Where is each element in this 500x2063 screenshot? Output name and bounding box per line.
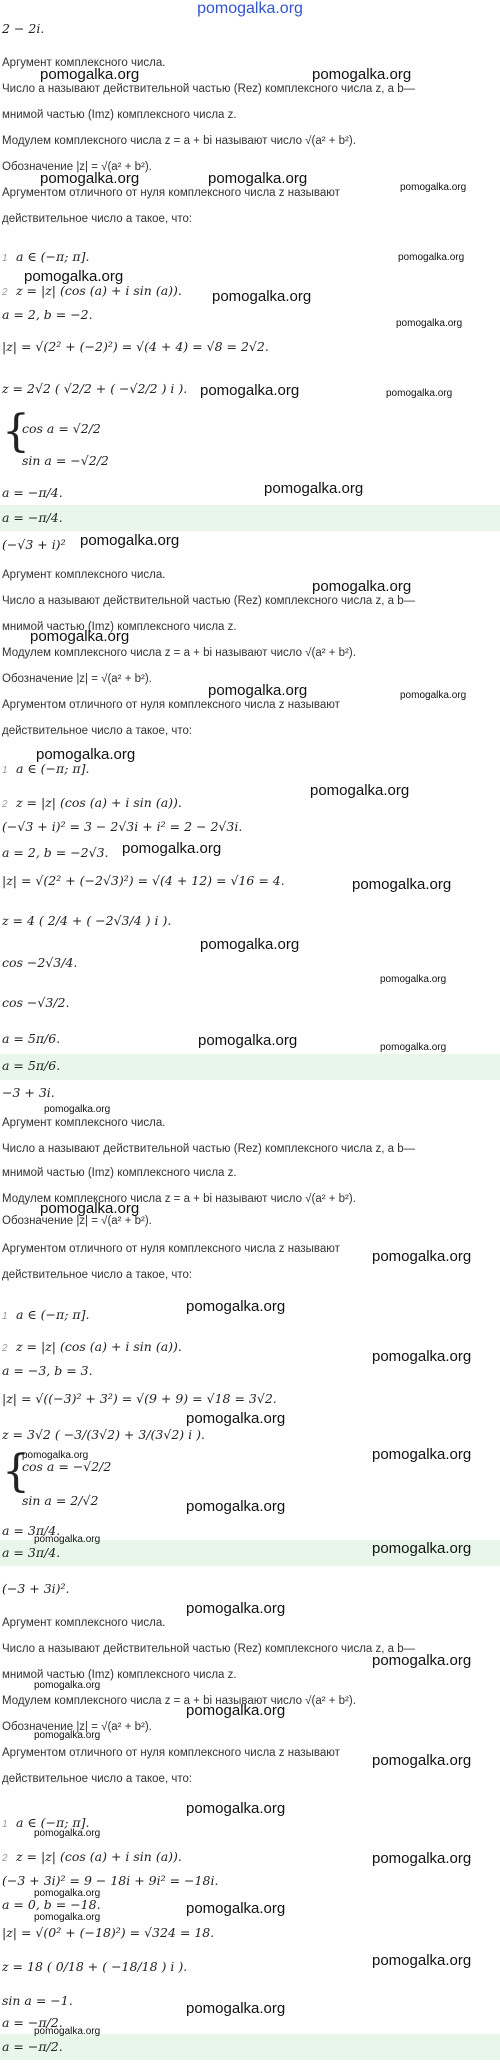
- problem-4: (−3 + 3i)².: [2, 1581, 70, 1596]
- watermark: pomogalka.org: [34, 1680, 101, 1691]
- watermark: pomogalka.org: [372, 1752, 472, 1769]
- definition-line-1: Число a называют действительной частью (Rez) комплексного числа z, а b—: [2, 83, 416, 95]
- condition-number: 2: [2, 287, 8, 298]
- step-2: a = 5π/6.: [2, 1031, 61, 1046]
- watermark: pomogalka.org: [36, 746, 136, 763]
- definition-line-6: действительное число a такое, что:: [2, 725, 193, 737]
- definition-line-1: Число a называют действительной частью (Rez) комплексного числа z, а b—: [2, 1143, 416, 1155]
- watermark: pomogalka.org: [44, 1104, 111, 1115]
- expansion-2: (−√3 + i)² = 3 − 2√3i + i² = 2 − 2√3i.: [2, 819, 243, 834]
- definition-line-4: Обозначение |z| = √(a² + b²).: [2, 1215, 152, 1227]
- trig-form-2: z = 4 ( 2/4 + ( −2√3/4 ) i ).: [2, 913, 172, 928]
- watermark: pomogalka.org: [186, 1498, 286, 1515]
- watermark: pomogalka.org: [22, 1450, 89, 1461]
- condition-text: a ∈ (−π; π].: [16, 1815, 90, 1830]
- modulus-3: |z| = √((−3)² + 3²) = √(9 + 9) = √18 = 3√2.: [2, 1391, 277, 1406]
- cos-value-2b: cos −√3/2.: [2, 995, 70, 1010]
- condition-text: z = |z| (cos (a) + i sin (a)).: [16, 1849, 182, 1864]
- watermark: pomogalka.org: [312, 578, 412, 595]
- condition-1: [2, 762, 89, 778]
- watermark: pomogalka.org: [200, 382, 300, 399]
- definition-line-6: действительное число a такое, что:: [2, 213, 193, 225]
- watermark: pomogalka.org: [30, 628, 130, 645]
- trig-form-4: z = 18 ( 0/18 + ( −18/18 ) i ).: [2, 1959, 188, 1974]
- watermark: pomogalka.org: [310, 782, 410, 799]
- watermark: pomogalka.org: [400, 690, 467, 701]
- problem-3: −3 + 3i.: [2, 1085, 55, 1100]
- watermark: pomogalka.org: [372, 1652, 472, 1669]
- watermark: pomogalka.org: [372, 1446, 472, 1463]
- watermark: pomogalka.org: [34, 1828, 101, 1839]
- condition-number: 2: [2, 1853, 8, 1864]
- watermark: pomogalka.org: [34, 1730, 101, 1741]
- system-cos-3: cos a = −√2/2: [22, 1459, 112, 1474]
- definition-line-3: Модулем комплексного числа z = a + bi называют число √(a² + b²).: [2, 1695, 356, 1707]
- watermark: pomogalka.org: [40, 1200, 140, 1217]
- answer-highlight-2: [0, 1054, 500, 1080]
- watermark: pomogalka.org: [312, 66, 412, 83]
- definition-title: Аргумент комплексного числа.: [2, 1117, 166, 1129]
- condition-2: [2, 284, 182, 300]
- watermark: pomogalka.org: [372, 1248, 472, 1265]
- watermark: pomogalka.org: [186, 2000, 286, 2017]
- definition-line-4: Обозначение |z| = √(a² + b²).: [2, 161, 152, 173]
- definition-line-2: мнимой частью (Imz) комплексного числа z.: [2, 109, 237, 121]
- definition-line-6: действительное число a такое, что:: [2, 1773, 193, 1785]
- watermark: pomogalka.org: [200, 936, 300, 953]
- answer-2: a = 5π/6.: [2, 1058, 61, 1073]
- answer-highlight-4: [0, 2034, 500, 2060]
- watermark: pomogalka.org: [264, 480, 364, 497]
- watermark: pomogalka.org: [34, 1534, 101, 1545]
- watermark: pomogalka.org: [372, 1850, 472, 1867]
- ab-values-1: a = 2, b = −2.: [2, 307, 93, 322]
- watermark: pomogalka.org: [34, 1888, 101, 1899]
- step-4: a = −π/2.: [2, 2015, 63, 2030]
- definition-line-4: Обозначение |z| = √(a² + b²).: [2, 673, 152, 685]
- watermark: pomogalka.org: [372, 1348, 472, 1365]
- watermark: pomogalka.org: [186, 1800, 286, 1817]
- condition-number: 1: [2, 1311, 8, 1322]
- definition-line-4: Обозначение |z| = √(a² + b²).: [2, 1721, 152, 1733]
- condition-text: a ∈ (−π; π].: [16, 249, 90, 264]
- trig-form-1: z = 2√2 ( √2/2 + ( −√2/2 ) i ).: [2, 381, 188, 396]
- definition-title: Аргумент комплексного числа.: [2, 57, 166, 69]
- condition-number: 1: [2, 253, 8, 264]
- watermark: pomogalka.org: [372, 1540, 472, 1557]
- watermark: pomogalka.org: [398, 252, 465, 263]
- definition-line-6: действительное число a такое, что:: [2, 1269, 193, 1281]
- watermark: pomogalka.org: [186, 1900, 286, 1917]
- watermark: pomogalka.org: [208, 682, 308, 699]
- watermark: pomogalka.org: [122, 840, 222, 857]
- watermark: pomogalka.org: [380, 1042, 447, 1053]
- trig-form-3: z = 3√2 ( −3/(3√2) + 3/(3√2) i ).: [2, 1427, 205, 1442]
- modulus-2: |z| = √(2² + (−2√3)²) = √(4 + 12) = √16 = 4.: [2, 873, 285, 888]
- condition-text: z = |z| (cos (a) + i sin (a)).: [16, 795, 182, 810]
- watermark: pomogalka.org: [186, 1410, 286, 1427]
- watermark: pomogalka.org: [80, 532, 180, 549]
- watermark: pomogalka.org: [34, 2026, 101, 2037]
- condition-1: [2, 1308, 89, 1324]
- condition-number: 2: [2, 1343, 8, 1354]
- condition-number: 1: [2, 1819, 8, 1830]
- system-brace-3: {: [2, 1446, 30, 1497]
- condition-1: [2, 250, 89, 266]
- system-brace-1: {: [2, 406, 30, 457]
- watermark: pomogalka.org: [198, 1032, 298, 1049]
- condition-number: 2: [2, 799, 8, 810]
- watermark: pomogalka.org: [386, 388, 453, 399]
- condition-2: [2, 1850, 182, 1866]
- definition-line-5: Аргументом отличного от нуля комплексного числа z называют: [2, 699, 340, 711]
- condition-text: a ∈ (−π; π].: [16, 1307, 90, 1322]
- condition-text: z = |z| (cos (a) + i sin (a)).: [16, 1339, 182, 1354]
- cos-value-2a: cos −2√3/4.: [2, 955, 78, 970]
- watermark: pomogalka.org: [34, 1912, 101, 1923]
- watermark: pomogalka.org: [400, 182, 467, 193]
- problem-1: 2 − 2i.: [2, 21, 45, 36]
- watermark: pomogalka.org: [24, 268, 124, 285]
- definition-line-3: Модулем комплексного числа z = a + bi называют число √(a² + b²).: [2, 647, 356, 659]
- watermark: pomogalka.org: [212, 288, 312, 305]
- definition-title: Аргумент комплексного числа.: [2, 569, 166, 581]
- ab-values-4: a = 0, b = −18.: [2, 1897, 101, 1912]
- definition-line-3: Модулем комплексного числа z = a + bi называют число √(a² + b²).: [2, 1193, 356, 1205]
- definition-line-2: мнимой частью (Imz) комплексного числа z.: [2, 621, 237, 633]
- definition-line-1: Число a называют действительной частью (Rez) комплексного числа z, а b—: [2, 1643, 416, 1655]
- definition-line-5: Аргументом отличного от нуля комплексного числа z называют: [2, 1747, 340, 1759]
- condition-text: a ∈ (−π; π].: [16, 761, 90, 776]
- answer-4: a = −π/2.: [2, 2039, 63, 2054]
- watermark: pomogalka.org: [40, 170, 140, 187]
- watermark: pomogalka.org: [186, 1298, 286, 1315]
- watermark: pomogalka.org: [352, 876, 452, 893]
- problem-2: (−√3 + i)²: [2, 537, 66, 552]
- watermark: pomogalka.org: [186, 1702, 286, 1719]
- condition-2: [2, 1340, 182, 1356]
- answer-3: a = 3π/4.: [2, 1545, 61, 1560]
- ab-values-2: a = 2, b = −2√3.: [2, 845, 109, 860]
- definition-title: Аргумент комплексного числа.: [2, 1617, 166, 1629]
- watermark: pomogalka.org: [396, 318, 463, 329]
- watermark: pomogalka.org: [186, 1600, 286, 1617]
- definition-line-2: мнимой частью (Imz) комплексного числа z.: [2, 1669, 237, 1681]
- watermark: pomogalka.org: [380, 974, 447, 985]
- system-cos-1: cos a = √2/2: [22, 421, 101, 436]
- ab-values-3: a = −3, b = 3.: [2, 1363, 93, 1378]
- watermark: pomogalka.org: [40, 66, 140, 83]
- answer-1: a = −π/4.: [2, 510, 63, 525]
- definition-line-1: Число a называют действительной частью (Rez) комплексного числа z, а b—: [2, 595, 416, 607]
- system-sin-1: sin a = −√2/2: [22, 453, 109, 468]
- modulus-4: |z| = √(0² + (−18)²) = √324 = 18.: [2, 1925, 215, 1940]
- site-header-link[interactable]: pomogalka.org: [197, 0, 303, 17]
- sin-value-4: sin a = −1.: [2, 1993, 73, 2008]
- condition-text: z = |z| (cos (a) + i sin (a)).: [16, 283, 182, 298]
- answer-highlight-1: [0, 505, 500, 531]
- modulus-1: |z| = √(2² + (−2)²) = √(4 + 4) = √8 = 2√2.: [2, 339, 269, 354]
- system-sin-3: sin a = 2/√2: [22, 1493, 99, 1508]
- watermark: pomogalka.org: [372, 1952, 472, 1969]
- step-1: a = −π/4.: [2, 485, 63, 500]
- definition-line-5: Аргументом отличного от нуля комплексного числа z называют: [2, 187, 340, 199]
- condition-2: [2, 796, 182, 812]
- condition-number: 1: [2, 765, 8, 776]
- definition-line-3: Модулем комплексного числа z = a + bi называют число √(a² + b²).: [2, 135, 356, 147]
- expansion-4: (−3 + 3i)² = 9 − 18i + 9i² = −18i.: [2, 1873, 219, 1888]
- watermark: pomogalka.org: [208, 170, 308, 187]
- definition-line-2: мнимой частью (Imz) комплексного числа z.: [2, 1167, 237, 1179]
- definition-line-5: Аргументом отличного от нуля комплексного числа z называют: [2, 1243, 340, 1255]
- step-3: a = 3π/4.: [2, 1523, 61, 1538]
